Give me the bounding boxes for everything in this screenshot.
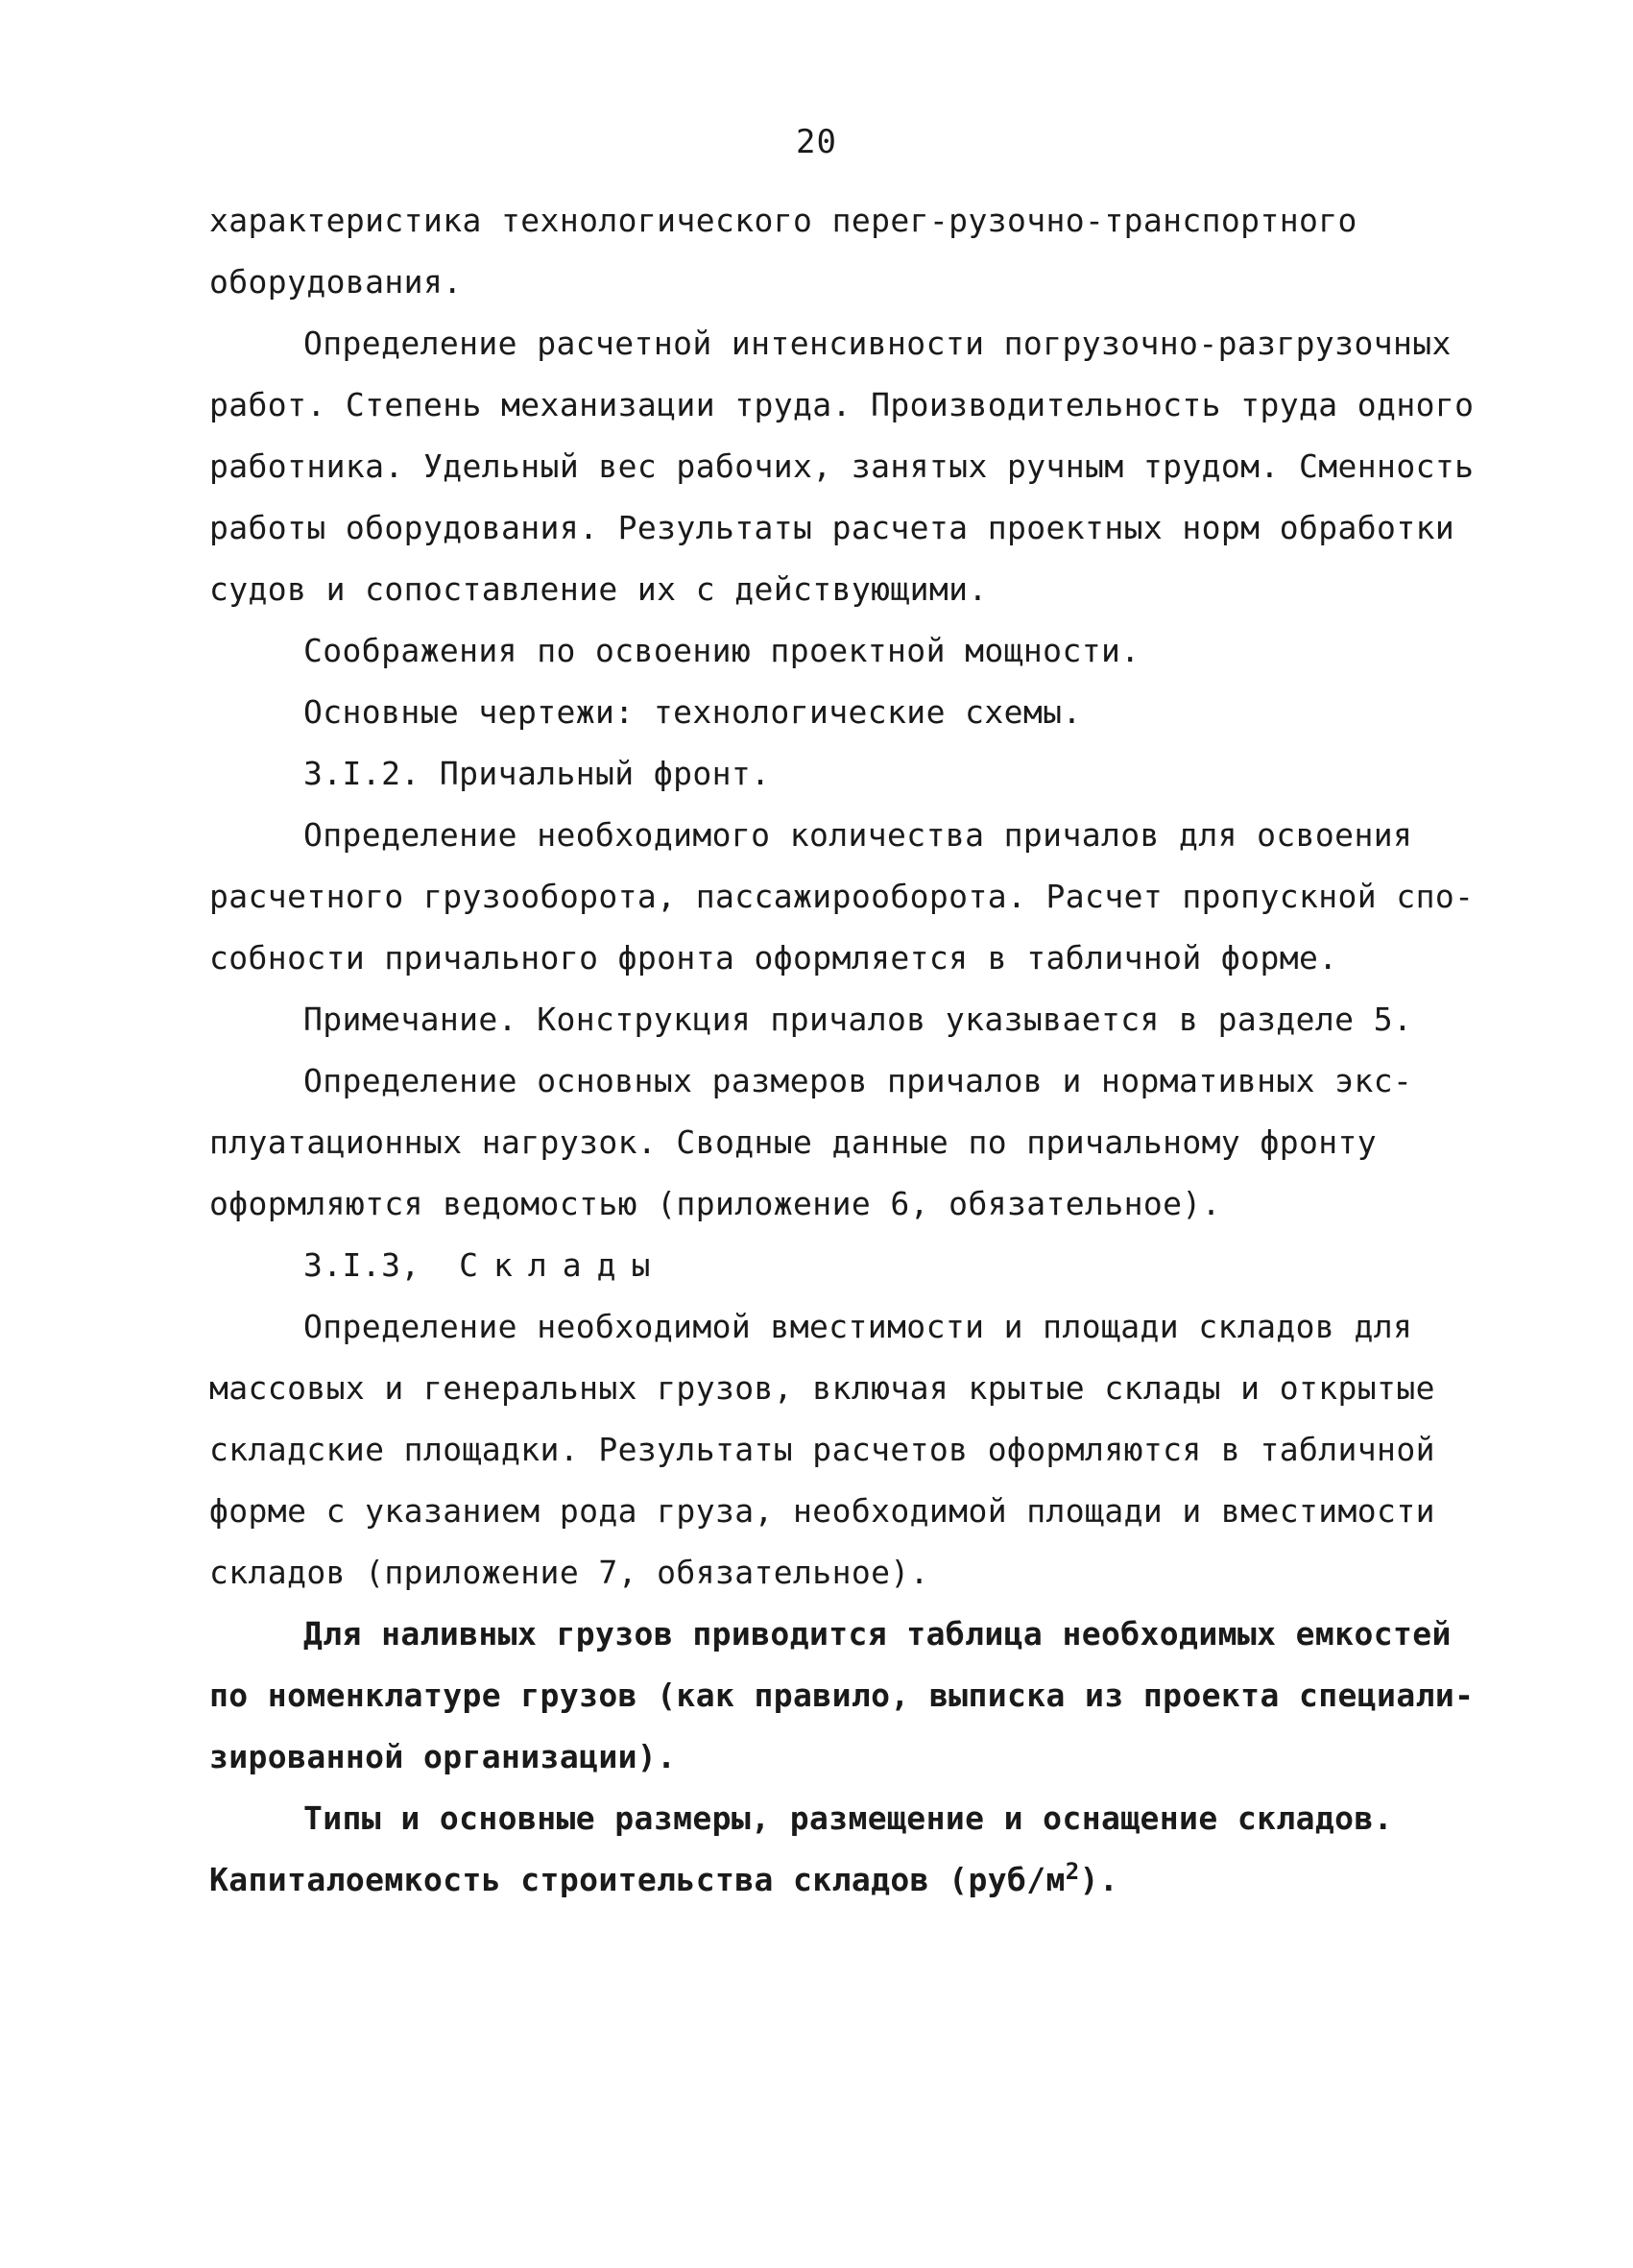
- text-line: Типы и основные размеры, размещение и оснащение складов.: [303, 1799, 1393, 1837]
- text-line: складские площадки. Результаты расчетов оформляются в табличной: [209, 1431, 1435, 1468]
- text-line: Определение расчетной интенсивности погрузочно-разгрузочных: [303, 325, 1452, 362]
- text-line: работы оборудования. Результаты расчета проектных норм обработки: [209, 509, 1455, 546]
- text-line: форме с указанием рода груза, необходимой площади и вместимости: [209, 1492, 1435, 1530]
- body-text: [209, 190, 1475, 1911]
- section-number: 3.I.3,: [303, 1246, 420, 1284]
- text-line: [209, 1849, 1448, 1911]
- text-line: работ. Степень механизации труда. Производительность труда одного: [209, 386, 1475, 423]
- text-line: Для наливных грузов приводится таблица необходимых емкостей: [303, 1615, 1452, 1653]
- text-line: судов и сопоставление их с действующими.: [209, 570, 988, 608]
- text-line: характеристика технологического перег-рузочно-транспортного: [209, 202, 1357, 239]
- superscript: 2: [1065, 1858, 1080, 1885]
- text-line: Основные чертежи: технологические схемы.: [303, 693, 1082, 731]
- text-line: плуатационных нагрузок. Сводные данные по причальному фронту: [209, 1123, 1378, 1161]
- section-heading: 3.I.2. Причальный фронт.: [303, 755, 771, 792]
- text-fragment: Капиталоемкость строительства складов (руб/м: [209, 1861, 1066, 1898]
- text-line: Определение необходимого количества причалов для освоения: [303, 816, 1413, 854]
- section-title: Склады: [459, 1246, 666, 1284]
- text-line: собности причального фронта оформляется в табличной форме.: [209, 939, 1338, 977]
- text-line: оформляются ведомостью (приложение 6, обязательное).: [209, 1185, 1221, 1222]
- text-line: массовых и генеральных грузов, включая крытые склады и открытые: [209, 1369, 1435, 1407]
- text-fragment: ).: [1079, 1861, 1119, 1898]
- text-line: Определение основных размеров причалов и нормативных экс-: [303, 1062, 1413, 1099]
- page-number: 20: [796, 123, 837, 161]
- text-line: оборудования.: [209, 263, 463, 301]
- text-line: работника. Удельный вес рабочих, занятых ручным трудом. Сменность: [209, 447, 1475, 485]
- text-line: по номенклатуре грузов (как правило, выписка из проекта специали-: [209, 1677, 1475, 1714]
- text-line: Соображения по освоению проектной мощности.: [303, 632, 1141, 669]
- text-line: Определение необходимой вместимости и площади складов для: [303, 1308, 1413, 1345]
- section-heading: [209, 1235, 1448, 1296]
- text-line: складов (приложение 7, обязательное).: [209, 1554, 929, 1591]
- text-line: зированной организации).: [209, 1738, 677, 1775]
- note-line: Примечание. Конструкция причалов указывается в разделе 5.: [303, 1001, 1413, 1038]
- text-line: расчетного грузооборота, пассажирооборота. Расчет пропускной спо-: [209, 878, 1475, 915]
